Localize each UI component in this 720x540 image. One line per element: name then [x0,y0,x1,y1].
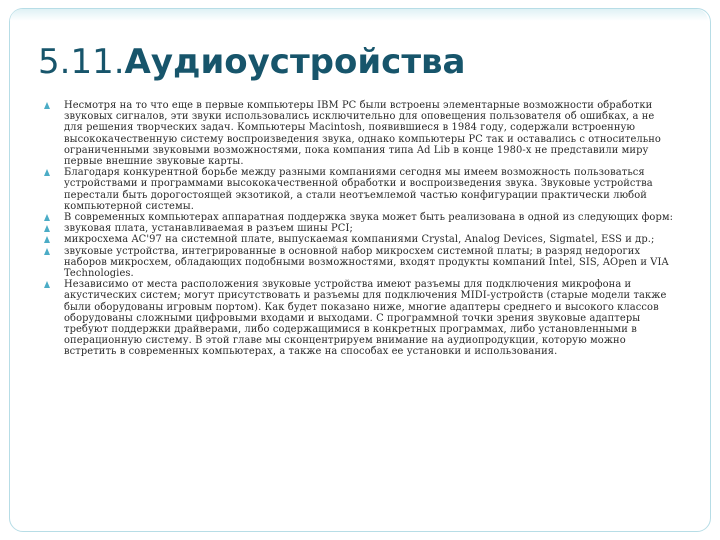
slide-title [38,44,466,81]
triangle-bullet-icon [44,248,50,255]
bullet-list [44,100,676,358]
triangle-bullet-icon [44,236,50,243]
list-item [44,246,676,280]
triangle-bullet-icon [44,169,50,176]
list-item-text: звуковые устройства, интегрированные в основной набор микросхем системной платы; в разряд недорогих наборов микросхем, обладающих подобными возможностями, входят продукты компаний Intel, SIS, AOpen и VIA Technologies. [64,245,669,280]
triangle-bullet-icon [44,281,50,288]
list-item-text: микросхема AC'97 на системной плате, выпускаемая компаниями Crystal, Analog Devices, Sigmatel, ESS и др.; [64,234,655,246]
list-item-text: В современных компьютерах аппаратная поддержка звука может быть реализована в одной из следующих форм: [64,212,674,224]
top-accent-bar [10,9,708,21]
triangle-bullet-icon [44,225,50,232]
list-item [44,212,676,223]
list-item [44,223,676,234]
triangle-bullet-icon [44,102,50,109]
list-item [44,234,676,245]
list-item-text: Независимо от места расположения звуковые устройства имеют разъемы для подключения микрофона и акустических систем; могут присутствовать и разъемы для подключения MIDI-устройств (старые модели также были оборудованы игровым портом). Как будет показано ниже, многие адаптеры среднего и высокого классов оборудованы сложными цифровыми входами и выходами. С программной точки зрения звуковые адаптеры требуют поддержки драйверами, либо содержащимися в конкретных программах, либо установленными в операционную систему. В этой главе мы сконцентрируем внимание на аудиопродукции, которую можно встретить в современных компьютерах, а также на способах ее установки и использования. [64,279,667,358]
list-item [44,100,676,167]
title-number: 5.11. [38,42,125,82]
list-item-text: звуковая плата, устанавливаемая в разъем шины PCI; [64,223,353,235]
title-text: Аудиоустройства [124,42,466,82]
list-item [44,167,676,212]
list-item-text: Несмотря на то что еще в первые компьютеры IBM PC были встроены элементарные возможности обработки звуковых сигналов, эти звуки использовались исключительно для оповещения пользователя об ошибках, а не для решения творческих задач. Компьютеры Macintosh, появившиеся в 1984 году, содержали встроенную высококачественную систему воспроизведения звука, однако компьютеры PC так и оставались с относительно ограниченными звуковыми возможностями, пока компания типа Ad Lib в конце 1980-х не представили миру первые внешние звуковые карты. [64,100,661,168]
list-item-text: Благодаря конкурентной борьбе между разными компаниями сегодня мы имеем возможность пользоваться устройствами и программами высококачественной обработки и воспроизведения звука. Звуковые устройства перестали быть дорогостоящей экзотикой, а стали неотъемлемой частью конфигурации практически любой компьютерной системы. [64,167,653,212]
triangle-bullet-icon [44,214,50,221]
list-item [44,279,676,357]
